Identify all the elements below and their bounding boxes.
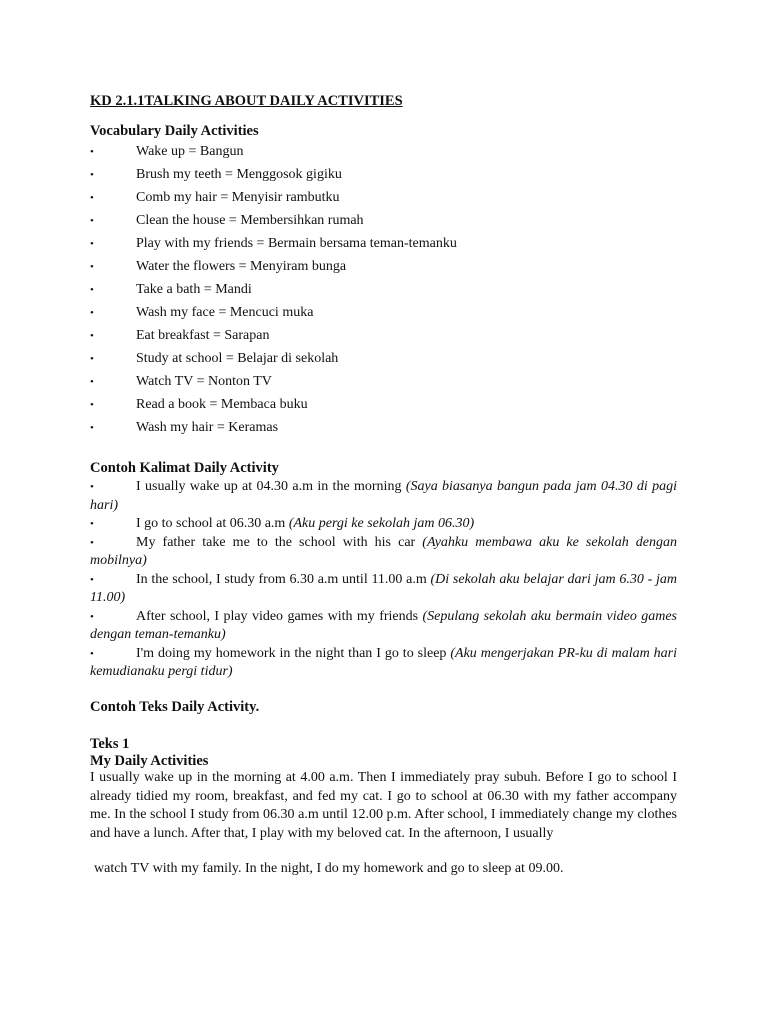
vocabulary-item: Wash my face = Mencuci muka xyxy=(136,305,314,320)
examples-list xyxy=(90,478,677,682)
example-sentence-id: (Sepulang sekolah aku bermain video games dengan teman-temanku) xyxy=(90,608,678,642)
vocabulary-item: Watch TV = Nonton TV xyxy=(136,374,272,389)
bullet-icon: • xyxy=(90,307,94,319)
vocabulary-item: Play with my friends = Bermain bersama teman-temanku xyxy=(136,236,457,251)
list-item xyxy=(90,515,677,534)
vocabulary-item: Comb my hair = Menyisir rambutku xyxy=(136,190,340,205)
example-sentence-id: (Aku mengerjakan PR-ku di malam hari kemudianaku pergi tidur) xyxy=(90,645,677,679)
list-item xyxy=(90,534,677,571)
vocabulary-item: Clean the house = Membersihkan rumah xyxy=(136,213,364,228)
example-sentence-en: I go to school at 06.30 a.m xyxy=(136,516,289,531)
bullet-icon: • xyxy=(90,573,94,586)
vocabulary-title: Vocabulary Daily Activities xyxy=(90,123,259,139)
bullet-icon: • xyxy=(90,284,94,296)
example-sentence-id: (Di sekolah aku belajar dari jam 6.30 - jam 11.00) xyxy=(90,571,678,605)
vocabulary-item: Study at school = Belajar di sekolah xyxy=(136,351,339,366)
example-sentence-en: I'm doing my homework in the night than I go to sleep xyxy=(136,645,451,661)
teks-paragraph: I usually wake up in the morning at 4.00 a.m. Then I immediately pray subuh. Before I go to school I already tidied my room, breakfast, and fed my cat. I go to school at 06.30 with my father accompany me. In the school I study from 06.30 a.m until 12.00 p.m. After school, I immediately change my clothes and have a lunch. After that, I play with my beloved cat. In the afternoon, I usually xyxy=(90,770,677,841)
bullet-icon: • xyxy=(90,169,94,181)
bullet-icon: • xyxy=(90,261,94,273)
bullet-icon: • xyxy=(90,536,94,549)
vocabulary-item: Wash my hair = Keramas xyxy=(136,420,279,435)
vocabulary-item: Wake up = Bangun xyxy=(136,144,244,159)
bullet-icon: • xyxy=(90,610,94,623)
list-item xyxy=(90,645,677,682)
bullet-icon: • xyxy=(90,146,94,158)
bullet-icon: • xyxy=(90,518,94,530)
bullet-icon: • xyxy=(90,238,94,250)
vocabulary-item: Read a book = Membaca buku xyxy=(136,397,308,412)
bullet-icon: • xyxy=(90,481,94,493)
example-sentence-id: (Aku pergi ke sekolah jam 06.30) xyxy=(288,516,475,531)
example-sentence-id: (Saya biasanya bangun pada jam 04.30 di pagi hari) xyxy=(90,479,677,513)
teks-paragraph-last-line: watch TV with my family. In the night, I do my homework and go to sleep at 09.00. xyxy=(94,861,564,876)
bullet-icon: • xyxy=(90,353,94,365)
vocabulary-item: Water the flowers = Menyiram bunga xyxy=(136,259,347,274)
bullet-icon: • xyxy=(90,422,94,434)
example-sentence-en: My father take me to the school with his car xyxy=(136,534,423,550)
list-item xyxy=(90,478,677,515)
document-heading: KD 2.1.1TALKING ABOUT DAILY ACTIVITIES xyxy=(90,93,403,109)
list-item xyxy=(90,571,677,608)
example-sentence-en: In the school, I study from 6.30 a.m until 11.00 a.m xyxy=(136,571,431,587)
text-example-title: Contoh Teks Daily Activity. xyxy=(90,699,260,715)
bullet-icon: • xyxy=(90,376,94,388)
teks-title: My Daily Activities xyxy=(90,753,209,769)
teks-label: Teks 1 xyxy=(90,736,130,752)
vocabulary-item: Eat breakfast = Sarapan xyxy=(136,328,270,343)
example-sentence-en: I usually wake up at 04.30 a.m in the morning xyxy=(136,479,406,494)
bullet-icon: • xyxy=(90,330,94,342)
bullet-icon: • xyxy=(90,399,94,411)
example-sentence-id: (Ayahku membawa aku ke sekolah dengan mobilnya) xyxy=(90,534,677,568)
list-item xyxy=(90,608,677,645)
example-sentence-en: After school, I play video games with my friends xyxy=(136,608,423,624)
bullet-icon: • xyxy=(90,215,94,227)
vocabulary-item: Take a bath = Mandi xyxy=(136,282,252,297)
bullet-icon: • xyxy=(90,192,94,204)
vocabulary-item: Brush my teeth = Menggosok gigiku xyxy=(136,167,342,182)
bullet-icon: • xyxy=(90,647,94,660)
examples-title: Contoh Kalimat Daily Activity xyxy=(90,460,279,476)
